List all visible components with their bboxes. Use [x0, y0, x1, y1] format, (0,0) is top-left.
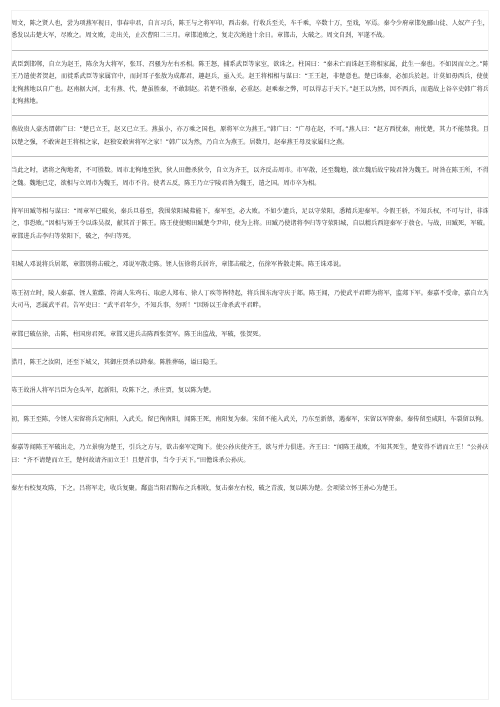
- paragraph: 腊月，陈王之汝阴，还至下城父，其御庄贾杀以降秦。陈胜葬砀，谥曰隐王。: [11, 349, 489, 377]
- document-page: [11, 10, 489, 700]
- paragraph: 将军田臧等相与谋曰：“周章军已破矣，秦兵旦暮至，我围荥阳城弗能下，秦军至，必大败。不如少遗兵，足以守荥阳，悉精兵迎秦军。今假王骄，不知兵权，不可与计，非诛之，事恐败。”因相与矫王令以诛吴叔，献其首于陈王。陈王使使赐田臧楚令尹印，使为上将。田臧乃使诸将李归等守荥阳城，自以精兵西迎秦军于敖仓。与战，田臧死，军破。章邯进兵击李归等荥阳下，破之，李归等死。: [11, 198, 489, 251]
- paragraph: 秦嘉等闻陈王军破出走，乃立景驹为楚王，引兵之方与，欲击秦军定陶下。使公孙庆使齐王，欲与并力俱进。齐王曰：“闻陈王战败，不知其死生，楚安得不请而立王！”公孙庆曰：“齐不请楚而立王，楚何故请齐而立王！且楚首事，当令于天下。”田儋诛杀公孙庆。: [11, 434, 489, 475]
- paragraph: 当此之时，诸将之徇地者，不可胜数。周市北徇地至狄，狄人田儋杀狄令，自立为齐王，以齐反击周市。市军散，还至魏地，欲立魏后故宁陵君咎为魏王。时咎在陈王所，不得之魏。魏地已定，欲相与立周市为魏王，周市不肯。使者五反，陈王乃立宁陵君咎为魏王，遣之国。周市卒为相。: [11, 157, 489, 198]
- paragraph: 陈王初立时，陵人秦嘉、铚人董緤、符离人朱鸡石、取虑人郑布、徐人丁疾等皆特起，将兵围东海守庆于郯。陈王闻，乃使武平君畔为将军，监郯下军。秦嘉不受命，嘉自立为大司马，恶属武平君。告军吏曰：“武平君年少，不知兵事，勿听！”因矫以王命杀武平君畔。: [11, 280, 489, 321]
- paragraph: 秦左右校复攻陈，下之。吕将军走，收兵复聚。鄱盗当阳君黥布之兵相收，复击秦左右校，破之青波，复以陈为楚。会项梁立怀王孙心为楚王。: [11, 484, 401, 492]
- paragraph: 初，陈王至陈，令铚人宋留将兵定南阳，入武关。留已徇南阳，闻陈王死，南阳复为秦。宋留不能入武关，乃东至新蔡，遇秦军，宋留以军降秦。秦传留至咸阳，车裂留以徇。: [11, 406, 489, 434]
- paragraph: 陈王故涓人将军吕臣为仓头军，起新阳，攻陈下之，杀庄贾，复以陈为楚。: [11, 377, 489, 405]
- paragraph: 武臣到邯郸，自立为赵王，陈余为大将军，张耳、召骚为左右丞相。陈王怒，捕系武臣等家室，欲诛之。柱国曰：“秦未亡而诛赵王将相家属，此生一秦也。不如因而立之。”陈王乃遣使者贺赵，而徙系武臣等家属宫中，而封耳子张敖为成都君，趣赵兵，亟入关。赵王将相相与谋曰：“王王赵，非楚意也。楚已诛秦，必加兵於赵。计莫如毋西兵，使使北徇燕地以自广也。赵南据大河，北有燕、代，楚虽胜秦，不敢制赵。若楚不胜秦，必重赵。赵乘秦之弊，可以得志于天下。”赵王以为然，因不西兵，而遣故上谷卒史韩广将兵北徇燕地。: [11, 51, 489, 117]
- paragraph: 周文，陈之贤人也，尝为项燕军视日，事春申君，自言习兵，陈王与之将军印，西击秦。行收兵至关，车千乘，卒数十万，至戏，军焉。秦令少府章邯免郦山徒、人奴产子生，悉发以击楚大军，尽败之。周文败，走出关，止次曹阳二三月。章邯追败之，复走次渑池十余日。章邯击，大破之。周文自刭，军遂不战。: [11, 10, 489, 51]
- paragraph: 燕故贵人豪杰谓韩广曰：“楚已立王，赵又已立王。燕虽小，亦万乘之国也，原将军立为燕王。”韩广曰：“广母在赵，不可。”燕人曰：“赵方西忧秦，南忧楚，其力不能禁我。且以楚之强，不敢害赵王将相之家，赵独安敢害将军之家！”韩广以为然，乃自立为燕王。居数月，赵奉燕王母及家属归之燕。: [11, 116, 489, 157]
- paragraph: 阳城人邓说将兵居郯，章邯别将击破之，邓说军散走陈。铚人伍徐将兵居许，章邯击破之，伍徐军皆散走陈。陈王诛邓说。: [11, 251, 489, 279]
- paragraph: 章邯已破伍徐，击陈，柱国房君死。章邯又进兵击陈西张贺军。陈王出监战，军破，张贺死。: [11, 321, 489, 349]
